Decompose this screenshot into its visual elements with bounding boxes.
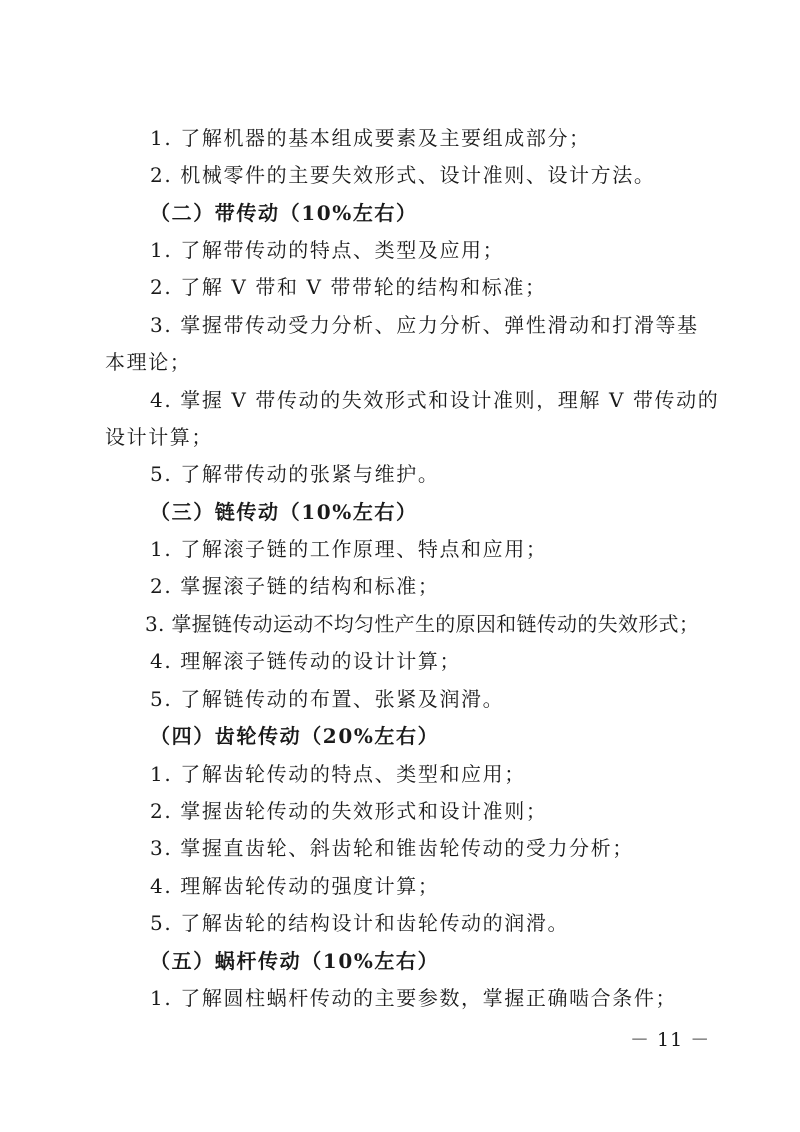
list-item: 5. 了解带传动的张紧与维护。 xyxy=(150,462,440,486)
list-item: 1. 了解滚子链的工作原理、特点和应用； xyxy=(150,537,548,561)
list-item: 2. 掌握齿轮传动的失效形式和设计准则； xyxy=(150,799,548,823)
section-heading-chain-drive: （三）链传动（10%左右） xyxy=(150,500,418,524)
list-item: 1. 了解齿轮传动的特点、类型和应用； xyxy=(150,762,526,786)
list-item: 1. 了解带传动的特点、类型及应用； xyxy=(150,238,505,262)
list-item: 2. 机械零件的主要失效形式、设计准则、设计方法。 xyxy=(150,163,656,187)
list-item: 5. 了解链传动的布置、张紧及润滑。 xyxy=(150,687,505,711)
list-item: 4. 理解齿轮传动的强度计算； xyxy=(150,874,440,898)
list-item: 4. 理解滚子链传动的设计计算； xyxy=(150,649,462,673)
list-item: 3. 掌握带传动受力分析、应力分析、弹性滑动和打滑等基 xyxy=(150,313,699,337)
list-item-continuation: 设计计算； xyxy=(105,425,213,449)
section-heading-belt-drive: （二）带传动（10%左右） xyxy=(150,201,418,225)
list-item: 4. 掌握 V 带传动的失效形式和设计准则，理解 V 带传动的 xyxy=(150,388,720,412)
list-item: 3. 掌握直齿轮、斜齿轮和锥齿轮传动的受力分析； xyxy=(150,836,634,860)
list-item: 2. 掌握滚子链的结构和标准； xyxy=(150,574,440,598)
list-item: 1. 了解圆柱蜗杆传动的主要参数，掌握正确啮合条件； xyxy=(150,986,678,1010)
list-item: 5. 了解齿轮的结构设计和齿轮传动的润滑。 xyxy=(150,911,570,935)
list-item: 1. 了解机器的基本组成要素及主要组成部分； xyxy=(150,126,591,150)
section-heading-gear-drive: （四）齿轮传动（20%左右） xyxy=(150,724,440,748)
list-item: 2. 了解 V 带和 V 带带轮的结构和标准； xyxy=(150,275,547,299)
section-heading-worm-drive: （五）蜗杆传动（10%左右） xyxy=(150,949,440,973)
list-item-continuation: 本理论； xyxy=(105,350,192,374)
page-number: － 11 － xyxy=(630,1029,711,1051)
list-item: 3. 掌握链传动运动不均匀性产生的原因和链传动的失效形式； xyxy=(145,612,700,636)
